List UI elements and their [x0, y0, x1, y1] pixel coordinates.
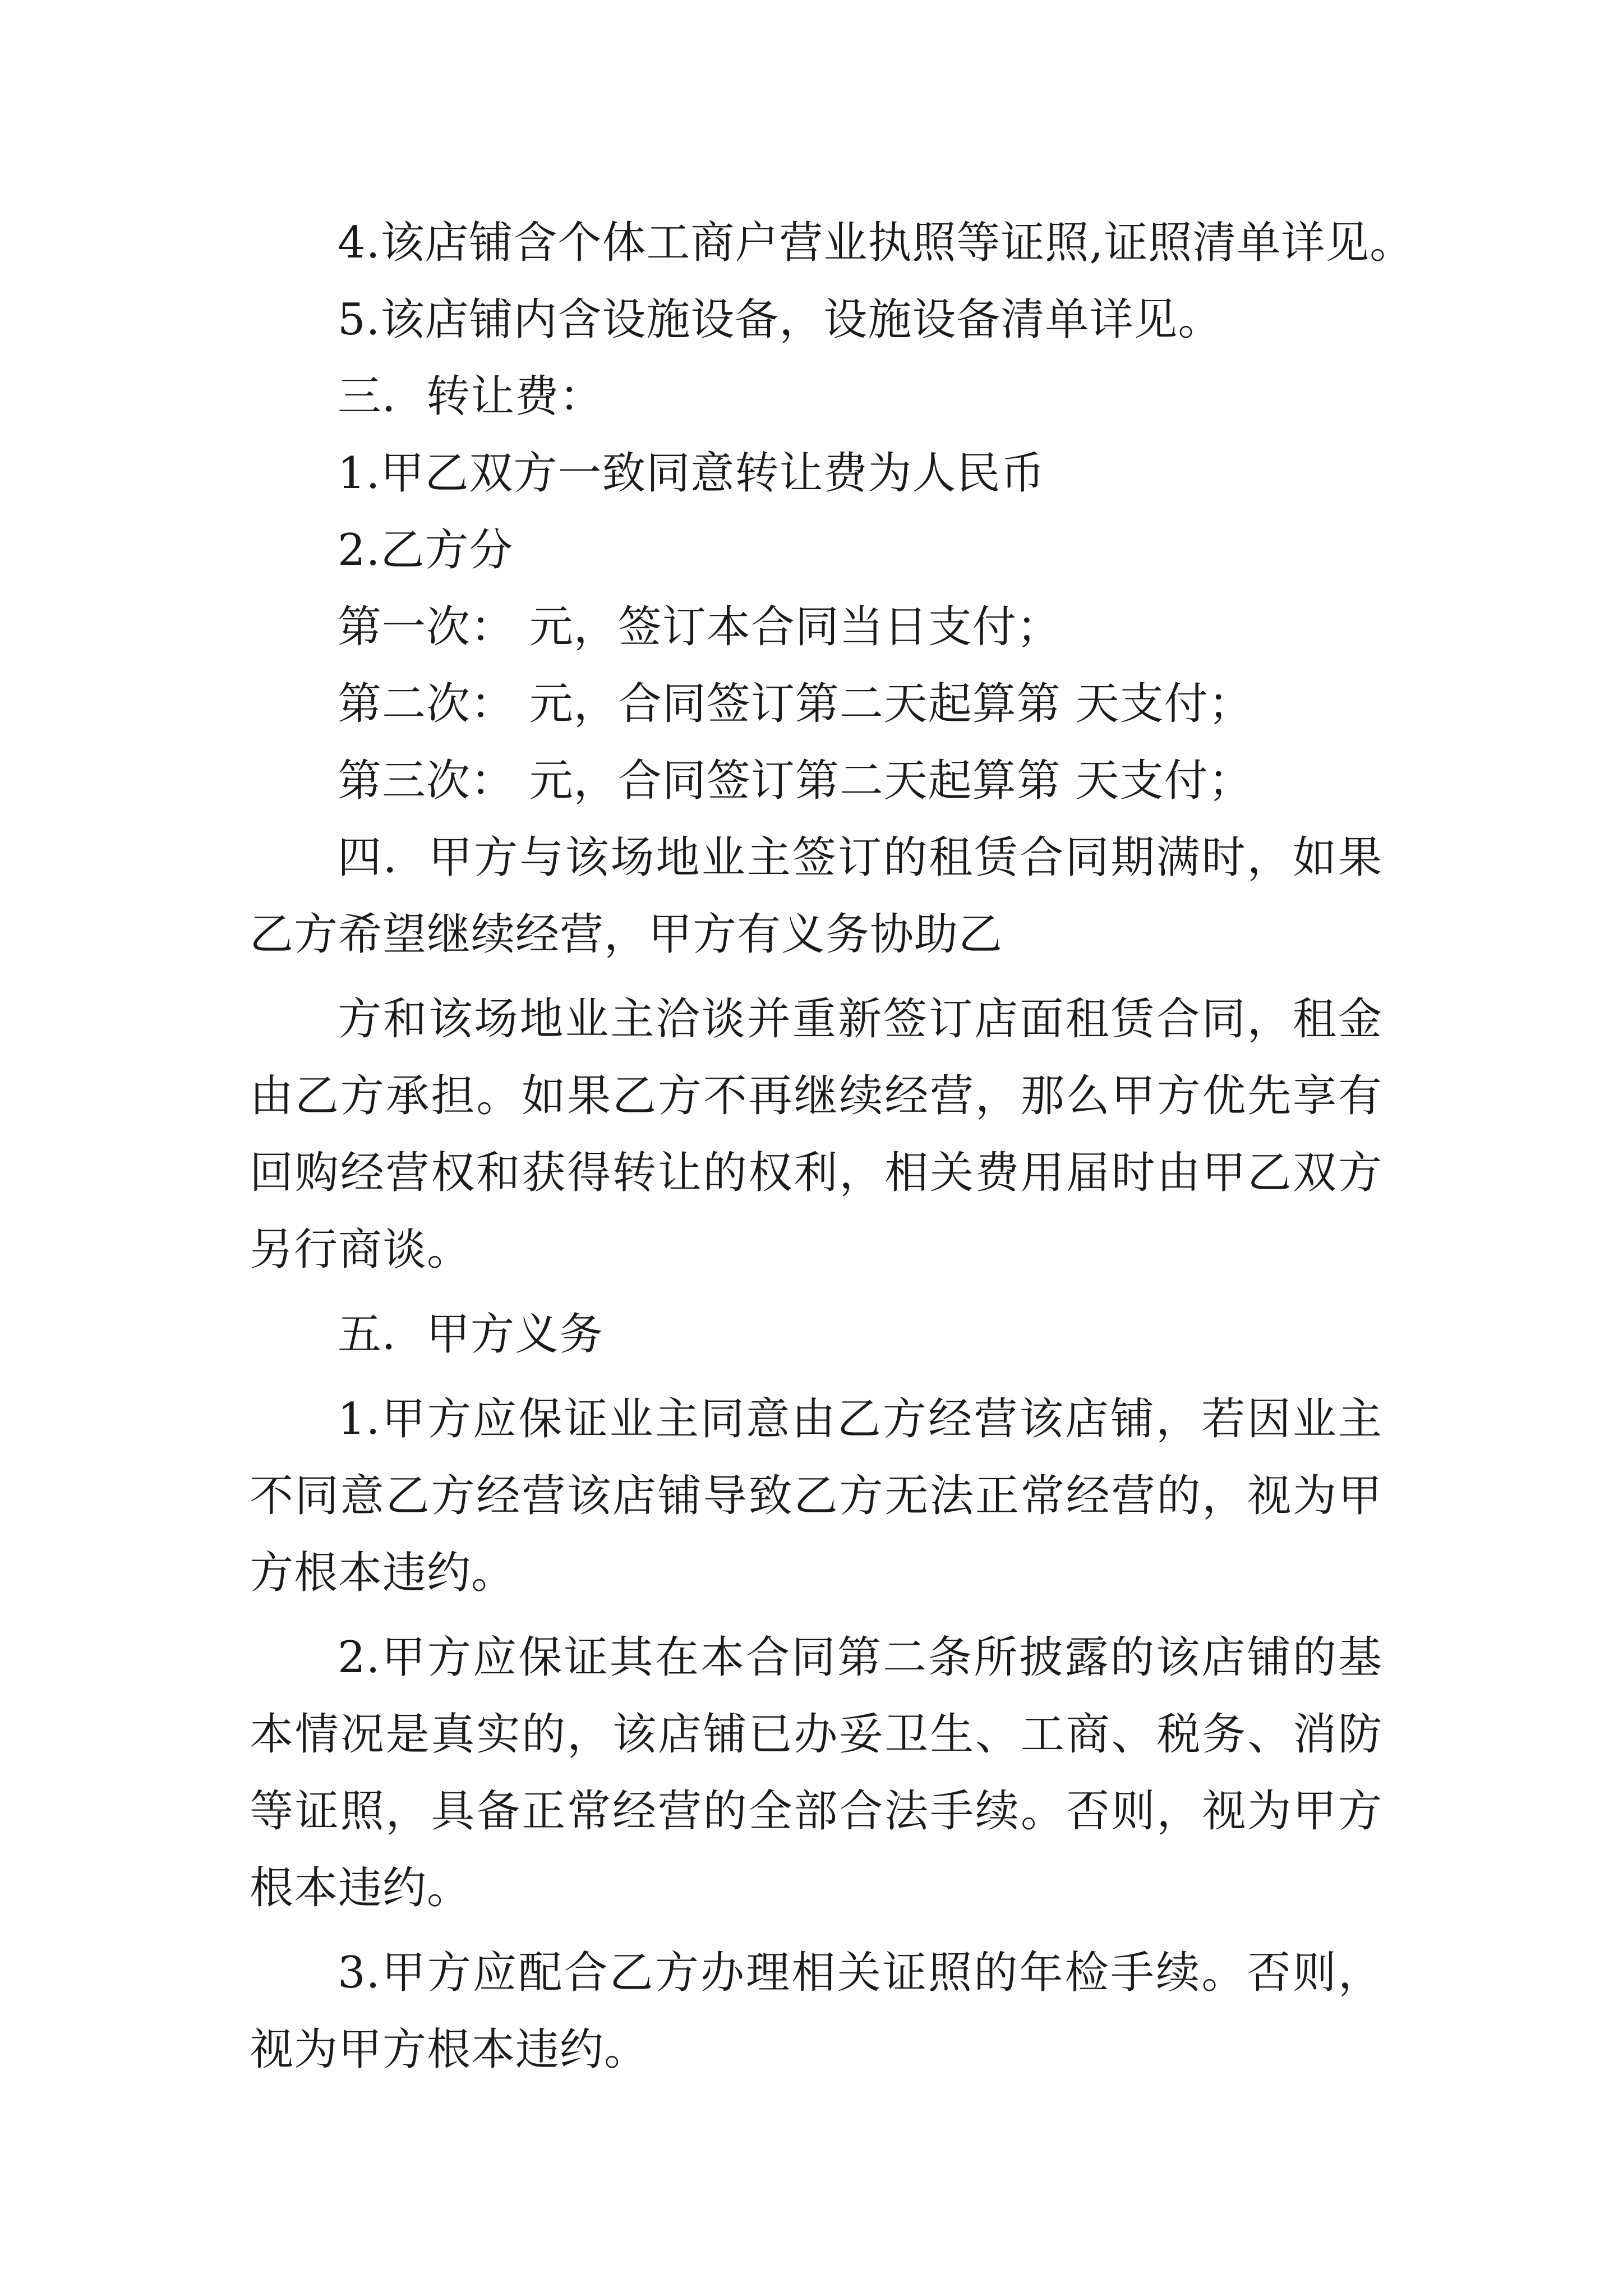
section-5-heading: 五．甲方义务 — [338, 1309, 604, 1360]
section-4: 四．甲方与该场地业主签订的租赁合同期满时，如果乙方希望继续经营，甲方有义务协助乙 — [250, 832, 1382, 960]
clause-3-2: 2.乙方分 — [338, 525, 514, 576]
contract-body — [250, 205, 1414, 2088]
clause-5-3: 3.甲方应配合乙方办理相关证照的年检手续。否则，视为甲方根本违约。 — [250, 1948, 1382, 2075]
payment-third: 第三次： 元，合同签订第二天起算第 天支付； — [338, 756, 1253, 806]
clause-2-5: 5.该店铺内含设施设备，设施设备清单详见。 — [338, 295, 1223, 345]
clause-3-1: 1.甲乙双方一致同意转让费为人民币 — [338, 448, 1045, 499]
clause-2-4: 4.该店铺含个体工商户营业执照等证照,证照清单详见。 — [338, 218, 1414, 268]
clause-5-2: 2.甲方应保证其在本合同第二条所披露的该店铺的基本情况是真实的，该店铺已办妥卫生、工商、税务、消防等证照，具备正常经营的全部合法手续。否则，视为甲方根本违约。 — [250, 1632, 1382, 1913]
section-4-continued: 方和该场地业主洽谈并重新签订店面租赁合同，租金由乙方承担。如果乙方不再继续经营，那么甲方优先享有回购经营权和获得转让的权利，相关费用届时由甲乙双方另行商谈。 — [250, 994, 1382, 1275]
payment-first: 第一次： 元，签订本合同当日支付； — [338, 602, 1061, 652]
clause-5-1: 1.甲方应保证业主同意由乙方经营该店铺，若因业主不同意乙方经营该店铺导致乙方无法正常经营的，视为甲方根本违约。 — [250, 1394, 1382, 1598]
payment-second: 第二次： 元，合同签订第二天起算第 天支付； — [338, 679, 1253, 729]
section-3-heading: 三．转让费： — [338, 371, 604, 422]
